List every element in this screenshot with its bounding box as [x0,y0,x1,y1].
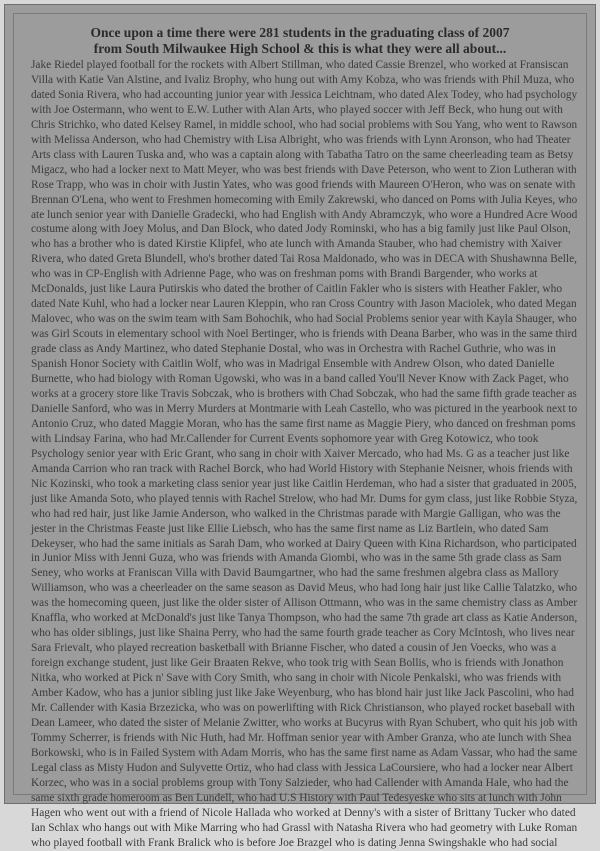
story-line: Dekeyser, who had the same initials as Sarah Dam, who worked at Dairy Queen with Kina Richardson, who participated [31,537,577,550]
story-line: with Lindsay Farina, who had Mr.Callender for Current Events sophomore year with Greg Kotowicz, who took [31,432,539,445]
story-line: Migacz, who had a locker next to Matt Meyer, who was best friends with Dave Peterson, who went to Zion Lutheran with [31,163,577,176]
story-line: Tommy Scherrer, is friends with Nic Huth, had Mr. Hoffman senior year with Amber Granza, who ate lunch with Shea [31,731,572,744]
story-line: dated Nate Kuhl, who had a locker near Lauren Kleppin, who ran Cross Country with Jason Maciolek, who dated Megan [31,298,577,311]
story-line: with Melissa Anderson, who had Chemistry with Lisa Albright, who was friends with Lynn Aronson, who had Theater [31,133,571,146]
story-line: Antonio Cruz, who dated Maggie Moran, who has the same first name as Maggie Piery, who danced on freshman poms [31,417,576,430]
story-line: Sara Frievalt, who played recreation basketball with Brianne Fischer, who dated a cousin of Jen Voecks, who was a [31,642,557,655]
page-frame [4,4,596,849]
story-line: Psychology senior year with Eric Grant, who sang in choir with Xaiver Mercado, who had Ms. G as a teacher just like [31,447,570,460]
story-line: Dean Lameer, who dated the sister of Melanie Zwitter, who works at Bucyrus with Ryan Schubert, who quit his job with [31,716,578,729]
story-line: dated Sonia Rivera, who had accounting junior year with Jessica Leichtnam, who dated Alex Todey, who had psychology [31,88,578,101]
story-line: Amanda Carrion who ran track with Rachel Borck, who had World History with Stephanie Neisner, whois friends with [31,462,573,475]
story-line: McDonalds, just like Laura Putirskis who dated the brother of Caitlin Fakler who is sisters with Heather Fakler, who [31,283,563,296]
story-body [31,58,578,849]
story-line: Villa with Katie Van Alstine, and Ivaliz Brophy, who hung out with Amy Kobza, who was friends with Phil Muza, who [31,73,575,86]
headline-line-1: Once upon a time there were 281 students in the graduating class of 2007 [90,25,510,40]
story-line: who has a brother who is dated Kirstie Klipfel, who ate lunch with Amanda Stauber, who had chemistry with Xaiver [31,238,562,251]
story-line: Brennan O'Lena, who went to Freshmen homecoming with Emily Zakrewski, who danced on Poms with Julia Keyes, who [31,193,578,206]
story-line: Burnette, who had biology with Roman Ugowski, who was in a band called You'll Never Know with Zack Paget, who [31,373,569,386]
story-line: Borkowski, who is in Failed System with Adam Morris, who has the same first name as Adam Vassar, who had the same [31,746,578,759]
story-line: costume along with Joey Molus, and Dan Block, who dated Jody Rominski, who has a big family just like Paul Olson, [31,223,571,236]
story-line: Seney, who works at Franiscan Villa with David Baumgartner, who had the same freshmen algebra class as Mallory [31,567,559,580]
headline [25,25,575,57]
story-line: who has older siblings, just like Shaina Perry, who had the same fourth grade teacher as Cory McIntosh, who lives near [31,627,575,640]
story-line: was the homecoming queen, just like the older sister of Allison Ottmann, who was in the same chemistry class as Amber [31,597,578,610]
story-line: Knaffla, who worked at McDonald's just like Tanya Thompson, who had the same 7th grade art class as Katie Anderson, [31,612,578,625]
story-line: Arts class with Lauren Tuska and, who was a captain along with Tabatha Tatro on the same cheerleading team as Betsy [31,148,574,161]
story-line: same sixth grade homeroom as Ben Lundell, who had U.S History with Paul Tedesyeske who sits at lunch with John [31,791,562,804]
story-line: with Joe Ostermann, who went to E.W. Luther with Alan Arts, who played soccer with Jeff Beck, who hung out with [31,103,563,116]
story-line: works at a grocery store like Travis Sobczak, who is brothers with Chad Sobczak, who had the same fifth grade teacher as [31,387,577,400]
story-line: Chris Strichko, who dated Kelsey Ramel, in middle school, who had social problems with Sou Yang, who went to Rawson [31,118,578,131]
story-line: Hagen who went out with a friend of Nicole Hallada who worked at Denny's with a sister of Brittany Tucker who dated [31,806,576,819]
story-line: ate lunch senior year with Danielle Gradecki, who had English with Andy Abramczyk, who wore a Hundred Acre Wood [31,208,578,221]
story-line: Korzec, who was in a social problems group with Tony Salzieder, who had Callender with Amanda Hale, who had the [31,776,569,789]
story-line: Nic Kozinski, who took a marketing class senior year just like Caitlin Herdeman, who had a sister that graduated in 2005, [31,477,577,490]
story-line: Spanish Honor Society with Caitlin Wolf, who was in Madrigal Ensemble with Andrew Olson, who dated Danielle [31,358,555,371]
story-line: Nitka, who worked at Pick n' Save with Cory Smith, who sang in choir with Nicole Penkalski, who was friends with [31,672,562,685]
story-line: who had red hair, just like Jamie Anderson, who walked in the Christmas parade with Margie Galligan, who was the [31,507,561,520]
story-line: Ian Schlax who hangs out with Mike Marring who had Grassl with Natasha Rivera who had geometry with Luke Roman [31,821,578,834]
story-line: grade class as Andy Martinez, who dated Stephanie Dostal, who was in Orchestra with Rachel Guthrie, who was in [31,343,556,356]
story-line: Malovec, who was on the swim team with Sam Bohochik, who had Social Problems senior year with Kayla Shauger, who [31,313,577,326]
story-line: who played football with Frank Bralick who is before Joe Brazgel who is dating Jenna Swingshakle who had social [31,836,558,849]
story-line: who was in CP-English with Adrienne Page, who was on freshman poms with Brandi Bargender, who works at [31,268,538,281]
headline-line-2: from South Milwaukee High School & this is what they were all about... [93,41,507,56]
story-line: Jake Riedel played football for the rockets with Albert Stillman, who dated Cassie Brenzel, who worked at Fransiscan [31,59,569,71]
story-line: in Junior Miss with Jenni Guza, who was friends with Amanda Giombi, who was in the same 5th grade class as Sam [31,552,562,565]
story-line: foreign exchange student, just like Geir Braaten Rekve, who took trig with Sean Bollis, who is friends with Jonathon [31,657,564,670]
story-line: Legal class as Misty Hudon and Sulyvette Ortiz, who had class with Jessica LaCoursiere, who had a locker near Albert [31,761,573,774]
story-line: Amber Kadow, who has a junior sibling just like Jake Weyenburg, who has blond hair just like Jack Pascolini, who had [31,687,575,700]
story-line: Rose Trapp, who was in choir with Justin Yates, who was good friends with Maureen O'Heron, who was on senate with [31,178,576,191]
story-line: jester in the Christmas Feaste just like Ellie Liebsch, who has the same first name as Liz Bartlein, who dated Sam [31,522,549,535]
story-line: Danielle Sanford, who was in Merry Murders at Montmarie with Leah Castello, who was pictured in the yearbook next to [31,402,578,415]
story-line: Williamson, who was a cheerleader on the same season as David Meus, who had long hair just like Callie Talatzko, who [31,582,577,595]
story-line: Rivera, who dated Greta Blundell, who's brother dated Tai Rosa Maldonado, who was in DECA with Shushawnna Belle, [31,253,577,266]
story-line: was Girl Scouts in elementary school with Noel Bertinger, who is friends with Deana Barber, who was in the same third [31,328,577,341]
story-line: just like Amanda Soto, who played tennis with Rachel Strelow, who had Mr. Dums for gym class, just like Robbie Styza, [31,492,578,505]
story-line: Mr. Callender with Kasia Brzezicka, who was on powerlifting with Rick Christianson, who played rocket baseball with [31,701,575,714]
